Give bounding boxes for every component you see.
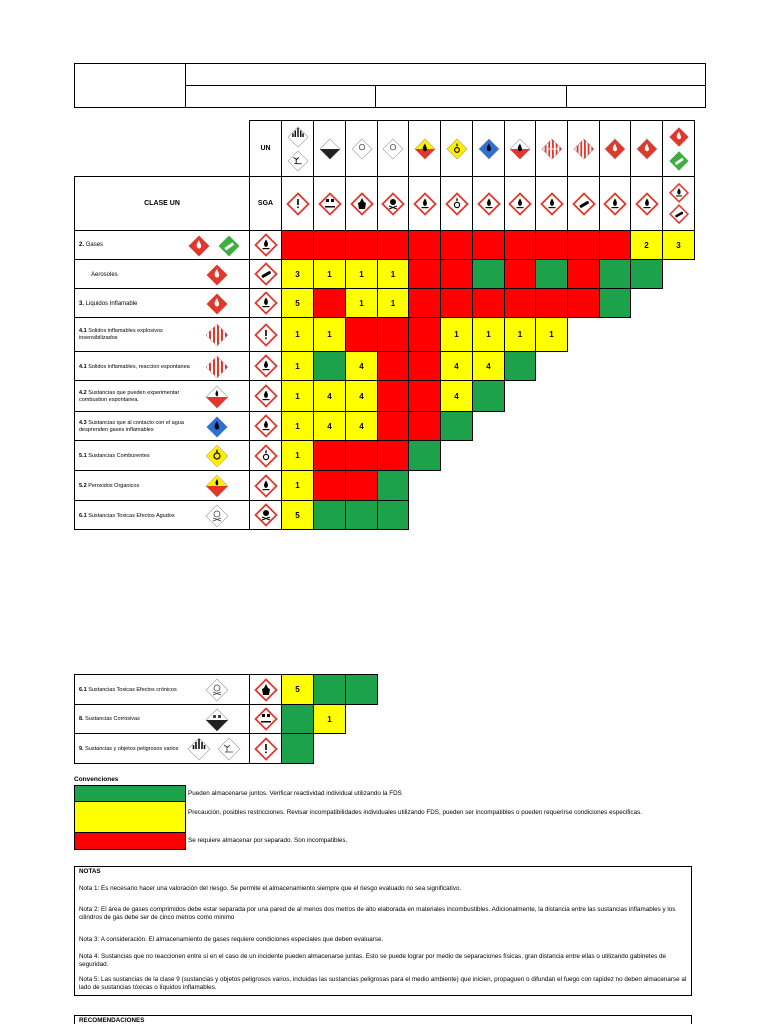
un-col-explosive-misc-icon [281, 120, 314, 177]
sga-row-solidos-reaccion-icon [249, 351, 282, 381]
matrix-cell [599, 288, 631, 318]
matrix-cell [408, 288, 441, 318]
matrix-cell: 1 [345, 288, 378, 318]
matrix-cell: 1 [504, 317, 536, 352]
dangerous-when-wet-icon [205, 415, 229, 439]
matrix-cell: 5 [281, 674, 314, 705]
matrix-cell [472, 259, 505, 289]
sga-row-comburentes-icon [249, 440, 282, 471]
title-divider-3 [566, 85, 567, 108]
note-4: Nota 4: Sustancias que no reaccionen entre sí en el caso de un incidente pueden almacenarse juntas. Esto se puede lograr por medio de separaciones físicas, gran distancia entre ellas o utilizando gabinetes de seguridad. [79, 953, 667, 968]
matrix-cell [281, 733, 314, 764]
row-label-toxicas-cronicos: 6.1 Sustancias Toxicas Efectos crónicos [74, 674, 250, 705]
un-col-corrosive-icon [313, 120, 346, 177]
matrix-cell: 1 [313, 704, 346, 734]
note-2: Nota 2: El área de gases comprimidos debe estar separada por una pared de al menos dos metros de alto elaborada en materiales incombustibles. Adicionalmente, la distancia entre las sustancias inflamables y los cilindros de gas debe ser de cinco metros como minimo [79, 906, 676, 921]
notes-title: NOTAS [79, 868, 101, 875]
matrix-cell [535, 288, 568, 318]
sga-header-cell [249, 176, 282, 231]
matrix-cell: 4 [345, 351, 378, 381]
title-divider-horizontal [185, 85, 706, 86]
matrix-cell [313, 470, 346, 501]
matrix-cell [313, 351, 346, 381]
un-col-spontaneous-icon [504, 120, 536, 177]
matrix-cell [377, 411, 409, 441]
flammable-solid-icon [205, 323, 229, 347]
note-5: Nota 5: Las sustancias de la clase 9 (sustancias y objetos peligrosos varios, incluidas las sustancias peligrosas para el medio ambiente) que inicien, propaguen o difundan el fuego con rapidez no deben almacenarse al lado de sustancias tóxicas o líquidos inflamables. [79, 976, 687, 991]
matrix-cell [567, 288, 600, 318]
un-col-flammable-solid-icon [535, 120, 568, 177]
sga-row-aerosoles-icon [249, 259, 282, 289]
matrix-cell [281, 704, 314, 734]
legend-green-text: Pueden almacenarse juntos. Verificar reactividad individual utilizando la FDS [188, 790, 402, 797]
matrix-cell: 1 [281, 380, 314, 412]
matrix-cell: 4 [345, 380, 378, 412]
matrix-cell [567, 259, 600, 289]
matrix-cell [345, 317, 378, 352]
un-col-water-reactive-icon [472, 120, 505, 177]
matrix-cell [313, 500, 346, 530]
matrix-cell: 1 [281, 440, 314, 471]
matrix-cell: 4 [345, 411, 378, 441]
self-reactive-icon [205, 355, 229, 379]
header-blank-cell [74, 176, 250, 231]
matrix-cell [504, 288, 536, 318]
oxidizer-icon [205, 444, 229, 468]
matrix-cell [377, 380, 409, 412]
matrix-cell: 1 [345, 259, 378, 289]
sga-row-corrosivas-icon [249, 704, 282, 734]
matrix-cell [440, 288, 473, 318]
sga-col-toxic-b-icon [377, 176, 409, 231]
matrix-cell [345, 674, 378, 705]
sga-col-water-reactive-icon [472, 176, 505, 231]
matrix-cell: 1 [535, 317, 568, 352]
matrix-cell: 1 [440, 317, 473, 352]
matrix-cell: 1 [281, 470, 314, 501]
un-col-gases-icon [662, 120, 695, 177]
matrix-cell: 1 [313, 259, 346, 289]
sga-col-toxic-icon [345, 176, 378, 231]
legend-red-swatch [74, 832, 186, 850]
sga-col-flammable-liquid-icon [599, 176, 631, 231]
sga-col-explosive-misc-icon [281, 176, 314, 231]
environment-icon [217, 737, 241, 761]
misc-hazard-icon [187, 737, 211, 761]
sga-label: SGA [257, 200, 274, 207]
matrix-cell: 2 [630, 230, 663, 260]
row-label-aerosoles: Aerosoles [74, 259, 250, 289]
matrix-cell [504, 351, 536, 381]
matrix-cell [408, 411, 441, 441]
matrix-cell: 1 [281, 411, 314, 441]
matrix-cell [472, 230, 505, 260]
matrix-cell [408, 230, 441, 260]
matrix-cell [313, 230, 346, 260]
sga-row-agua-icon [249, 411, 282, 441]
matrix-cell: 3 [281, 259, 314, 289]
matrix-cell [408, 380, 441, 412]
matrix-cell [313, 288, 346, 318]
recomendaciones-box [74, 1015, 692, 1024]
toxic-chronic-icon [205, 678, 229, 702]
sga-col-self-reactive-icon [567, 176, 600, 231]
matrix-cell: 1 [313, 317, 346, 352]
un-label: UN [260, 145, 271, 152]
sga-row-varios-icon [249, 733, 282, 764]
matrix-cell [345, 470, 378, 501]
matrix-cell [281, 230, 314, 260]
legend-yellow-swatch [74, 801, 186, 833]
matrix-cell [345, 500, 378, 530]
matrix-cell: 1 [281, 317, 314, 352]
matrix-cell [345, 230, 378, 260]
un-header-cell [249, 120, 282, 177]
matrix-cell [504, 259, 536, 289]
note-3: Nota 3: A consideración. El almacenamiento de gases requiere condiciones especiales que deben evaluarse. [79, 936, 384, 943]
matrix-cell [472, 288, 505, 318]
sga-col-corrosive-icon [313, 176, 346, 231]
matrix-cell: 4 [440, 380, 473, 412]
matrix-cell: 5 [281, 500, 314, 530]
sga-col-peroxide-icon [408, 176, 441, 231]
matrix-cell [377, 470, 409, 501]
matrix-cell [408, 440, 441, 471]
row-label-solidos-reaccion: 4.1 Solidos inflamables, reaccion espontanea [74, 351, 250, 381]
matrix-cell: 4 [313, 380, 346, 412]
sga-row-liquidos-icon [249, 288, 282, 318]
un-col-peroxide-icon [408, 120, 441, 177]
matrix-cell: 4 [313, 411, 346, 441]
matrix-cell [630, 259, 663, 289]
matrix-cell [377, 351, 409, 381]
sga-row-toxicas-cronicos-icon [249, 674, 282, 705]
matrix-cell [472, 380, 505, 412]
row-label-peligrosos-varios: 9. Sustancias y objetos peligrosos varios [74, 733, 250, 764]
row-label-corrosivas: 8. Sustancias Corrosivas [74, 704, 250, 734]
row-label-combustion-espontanea: 4.2 Sustancias que pueden experimentar combustion espontanea. [74, 380, 250, 412]
legend-title: Convenciones [74, 776, 119, 783]
un-col-flammable-liquid-icon [599, 120, 631, 177]
un-col-oxidizer-icon [440, 120, 473, 177]
un-col-toxic-b-icon [377, 120, 409, 177]
legend-green-swatch [74, 785, 186, 802]
matrix-cell [599, 259, 631, 289]
matrix-cell [408, 259, 441, 289]
matrix-cell [313, 440, 346, 471]
sga-row-peroxidos-icon [249, 470, 282, 501]
note-1: Nota 1: Es necesario hacer una valoración del riesgo. Se permite el almacenamiento siempre que el riesgo evaluado no sea significativo. [79, 885, 462, 892]
matrix-cell: 3 [662, 230, 695, 260]
matrix-cell: 1 [377, 288, 409, 318]
un-col-toxic-icon [345, 120, 378, 177]
row-label-peroxidos: 5.2 Peroxidos Organicos [74, 470, 250, 501]
organic-peroxide-icon [205, 474, 229, 498]
clase-un-label: CLASE UN [144, 200, 180, 207]
un-col-self-reactive-icon [567, 120, 600, 177]
flammable-liquid-icon [205, 292, 229, 316]
row-label-solidos-explosivos: 4.1 Solidos inflamables explosivos insensibilizados [74, 317, 250, 352]
sga-col-spontaneous-icon [504, 176, 536, 231]
legend-red-text: Se requiere almacenar por separado. Son incompatibles. [188, 837, 348, 844]
row-label-agua-gases: 4.3 Sustancias que al contacto con el agua desprenden gases inflamables [74, 411, 250, 441]
matrix-cell [408, 351, 441, 381]
matrix-cell: 4 [472, 351, 505, 381]
row-label-gases: 2. Gases [74, 230, 250, 260]
row-label-comburentes: 5.1 Sustancias Comburentes [74, 440, 250, 471]
title-divider-2 [375, 85, 376, 108]
matrix-cell [377, 500, 409, 530]
matrix-cell [535, 230, 568, 260]
matrix-cell [567, 230, 600, 260]
matrix-cell [377, 230, 409, 260]
corrosive-icon [205, 708, 229, 732]
sga-row-solidos-explosivos-icon [249, 317, 282, 352]
gas-flammable-icon [187, 234, 211, 258]
row-label-liquidos: 3. Liquidos Inflamable [74, 288, 250, 318]
matrix-cell [599, 230, 631, 260]
matrix-cell [440, 259, 473, 289]
recomendaciones-title: RECOMENDACIONES [79, 1017, 145, 1024]
un-col-flammable-gas-icon [630, 120, 663, 177]
row-label-toxicas-agudos: 6.1 Sustancias Toxicas Efectos Agudos [74, 500, 250, 530]
matrix-cell [377, 317, 409, 352]
matrix-cell: 5 [281, 288, 314, 318]
aerosol-icon [205, 263, 229, 287]
matrix-cell [377, 440, 409, 471]
matrix-cell: 4 [440, 351, 473, 381]
sga-col-flammable-solid-icon [535, 176, 568, 231]
matrix-cell [440, 230, 473, 260]
toxic-skull-icon [205, 504, 229, 528]
matrix-cell [313, 674, 346, 705]
sga-row-gases-icon [249, 230, 282, 260]
sga-row-toxicas-agudos-icon [249, 500, 282, 530]
sga-row-combustion-icon [249, 380, 282, 412]
matrix-cell: 1 [377, 259, 409, 289]
notes-box [74, 866, 692, 996]
gas-nonflammable-icon [217, 234, 241, 258]
legend-yellow-text: Precaución, posibles restricciones. Revisar incompatibilidades individuales utilizando FDS, pueden ser incompatibles o pueden requerirse condiciones especificas. [188, 809, 642, 816]
matrix-cell: 1 [472, 317, 505, 352]
matrix-cell [535, 259, 568, 289]
matrix-cell [345, 440, 378, 471]
matrix-cell [440, 411, 473, 441]
matrix-cell [504, 230, 536, 260]
sga-col-gases-icon [662, 176, 695, 231]
spontaneous-combustion-icon [205, 385, 229, 409]
sga-col-flammable-gas-icon [630, 176, 663, 231]
sga-col-oxidizer-icon [440, 176, 473, 231]
matrix-cell [408, 317, 441, 352]
matrix-cell: 1 [281, 351, 314, 381]
